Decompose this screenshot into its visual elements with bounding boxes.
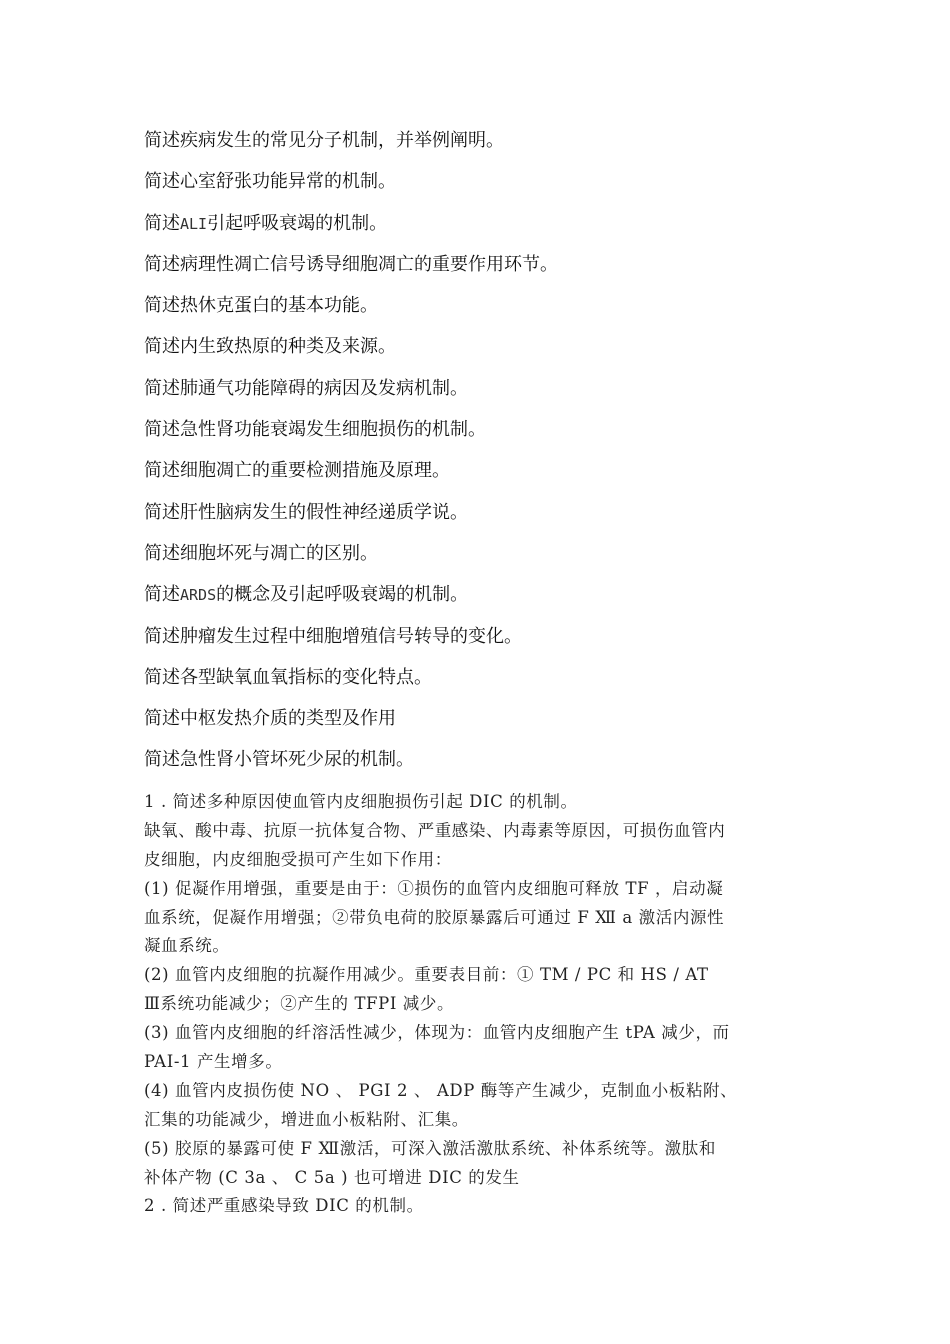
question-item bbox=[144, 539, 814, 580]
question-item bbox=[144, 374, 814, 415]
answer-line: 1 . 简述多种原因使血管内皮细胞损伤引起 DIC 的机制。 bbox=[144, 792, 578, 811]
question-text: 简述肺通气功能障碍的病因及发病机制。 bbox=[144, 377, 468, 399]
answer-section bbox=[144, 788, 814, 1221]
question-text: 简述心室舒张功能异常的机制。 bbox=[144, 171, 396, 193]
question-abbreviation: ARDS bbox=[180, 586, 217, 605]
question-text: 简述急性肾小管坏死少尿的机制。 bbox=[144, 749, 414, 771]
question-text: 引起呼吸衰竭的机制。 bbox=[207, 212, 388, 234]
answer-line: 2 . 简述严重感染导致 DIC 的机制。 bbox=[144, 1196, 424, 1216]
answer-line: (1) 促凝作用增强，重要是由于：①损伤的血管内皮细胞可释放 TF ，启动凝 bbox=[144, 878, 724, 898]
question-abbreviation: ALI bbox=[180, 214, 208, 233]
answer-line: (5) 胶原的暴露可使 F Ⅻ激活，可深入激活激肽系统、补体系统等。激肽和 bbox=[144, 1138, 716, 1158]
answer-line: 皮细胞，内皮细胞受损可产生如下作用： bbox=[144, 849, 452, 869]
question-text: 简述肝性脑病发生的假性神经递质学说。 bbox=[144, 501, 468, 523]
question-text: 简述疾病发生的常见分子机制，并举例阐明。 bbox=[144, 130, 504, 151]
answer-line: 汇集的功能减少，增进血小板粘附、汇集。 bbox=[144, 1109, 469, 1129]
question-item bbox=[144, 291, 814, 332]
question-item bbox=[144, 498, 814, 539]
answer-line: PAI-1 产生增多。 bbox=[144, 1052, 283, 1072]
question-list bbox=[144, 126, 814, 787]
answer-line: (2) 血管内皮细胞的抗凝作用减少。重要表目前：① TM / PC 和 HS / AT bbox=[144, 965, 709, 985]
question-item bbox=[144, 209, 814, 250]
question-text: 的概念及引起呼吸衰竭的机制。 bbox=[216, 584, 469, 606]
question-item bbox=[144, 745, 814, 786]
answer-line: Ⅲ系统功能减少；②产生的 TFPI 减少。 bbox=[144, 994, 455, 1014]
question-item bbox=[144, 415, 814, 456]
question-item bbox=[144, 663, 814, 704]
question-text: 简述细胞凋亡的重要检测措施及原理。 bbox=[144, 460, 450, 482]
question-text: 简述各型缺氧血氧指标的变化特点。 bbox=[144, 666, 432, 688]
question-text: 简述急性肾功能衰竭发生细胞损伤的机制。 bbox=[144, 419, 486, 441]
question-text: 简述肿瘤发生过程中细胞增殖信号转导的变化。 bbox=[144, 625, 522, 647]
question-item bbox=[144, 332, 814, 373]
question-text: 简述 bbox=[144, 584, 180, 606]
question-text: 简述 bbox=[144, 212, 180, 234]
question-item bbox=[144, 622, 814, 663]
question-item bbox=[144, 580, 814, 621]
answer-line: 血系统，促凝作用增强；②带负电荷的胶原暴露后可通过 F Ⅻ a 激活内源性 bbox=[144, 907, 725, 927]
question-text: 简述病理性凋亡信号诱导细胞凋亡的重要作用环节。 bbox=[144, 253, 558, 275]
question-item bbox=[144, 250, 814, 291]
question-item bbox=[144, 704, 814, 745]
question-item bbox=[144, 167, 814, 208]
question-item bbox=[144, 126, 814, 167]
answer-line: (4) 血管内皮损伤使 NO 、 PGI 2 、 ADP 酶等产生减少，克制血小板粘附、 bbox=[144, 1080, 738, 1100]
question-text: 简述细胞坏死与凋亡的区别。 bbox=[144, 542, 378, 564]
question-text: 简述热休克蛋白的基本功能。 bbox=[144, 295, 378, 317]
answer-line: 凝血系统。 bbox=[144, 936, 230, 956]
question-text: 简述中枢发热介质的类型及作用 bbox=[144, 708, 396, 730]
answer-line: 补体产物 (C 3a 、 C 5a ) 也可增进 DIC 的发生 bbox=[144, 1167, 520, 1187]
answer-line: (3) 血管内皮细胞的纤溶活性减少，体现为：血管内皮细胞产生 tPA 减少，而 bbox=[144, 1023, 730, 1043]
question-item bbox=[144, 456, 814, 497]
answer-line: 缺氧、酸中毒、抗原一抗体复合物、严重感染、内毒素等原因，可损伤血管内 bbox=[144, 820, 726, 840]
question-text: 简述内生致热原的种类及来源。 bbox=[144, 336, 396, 358]
